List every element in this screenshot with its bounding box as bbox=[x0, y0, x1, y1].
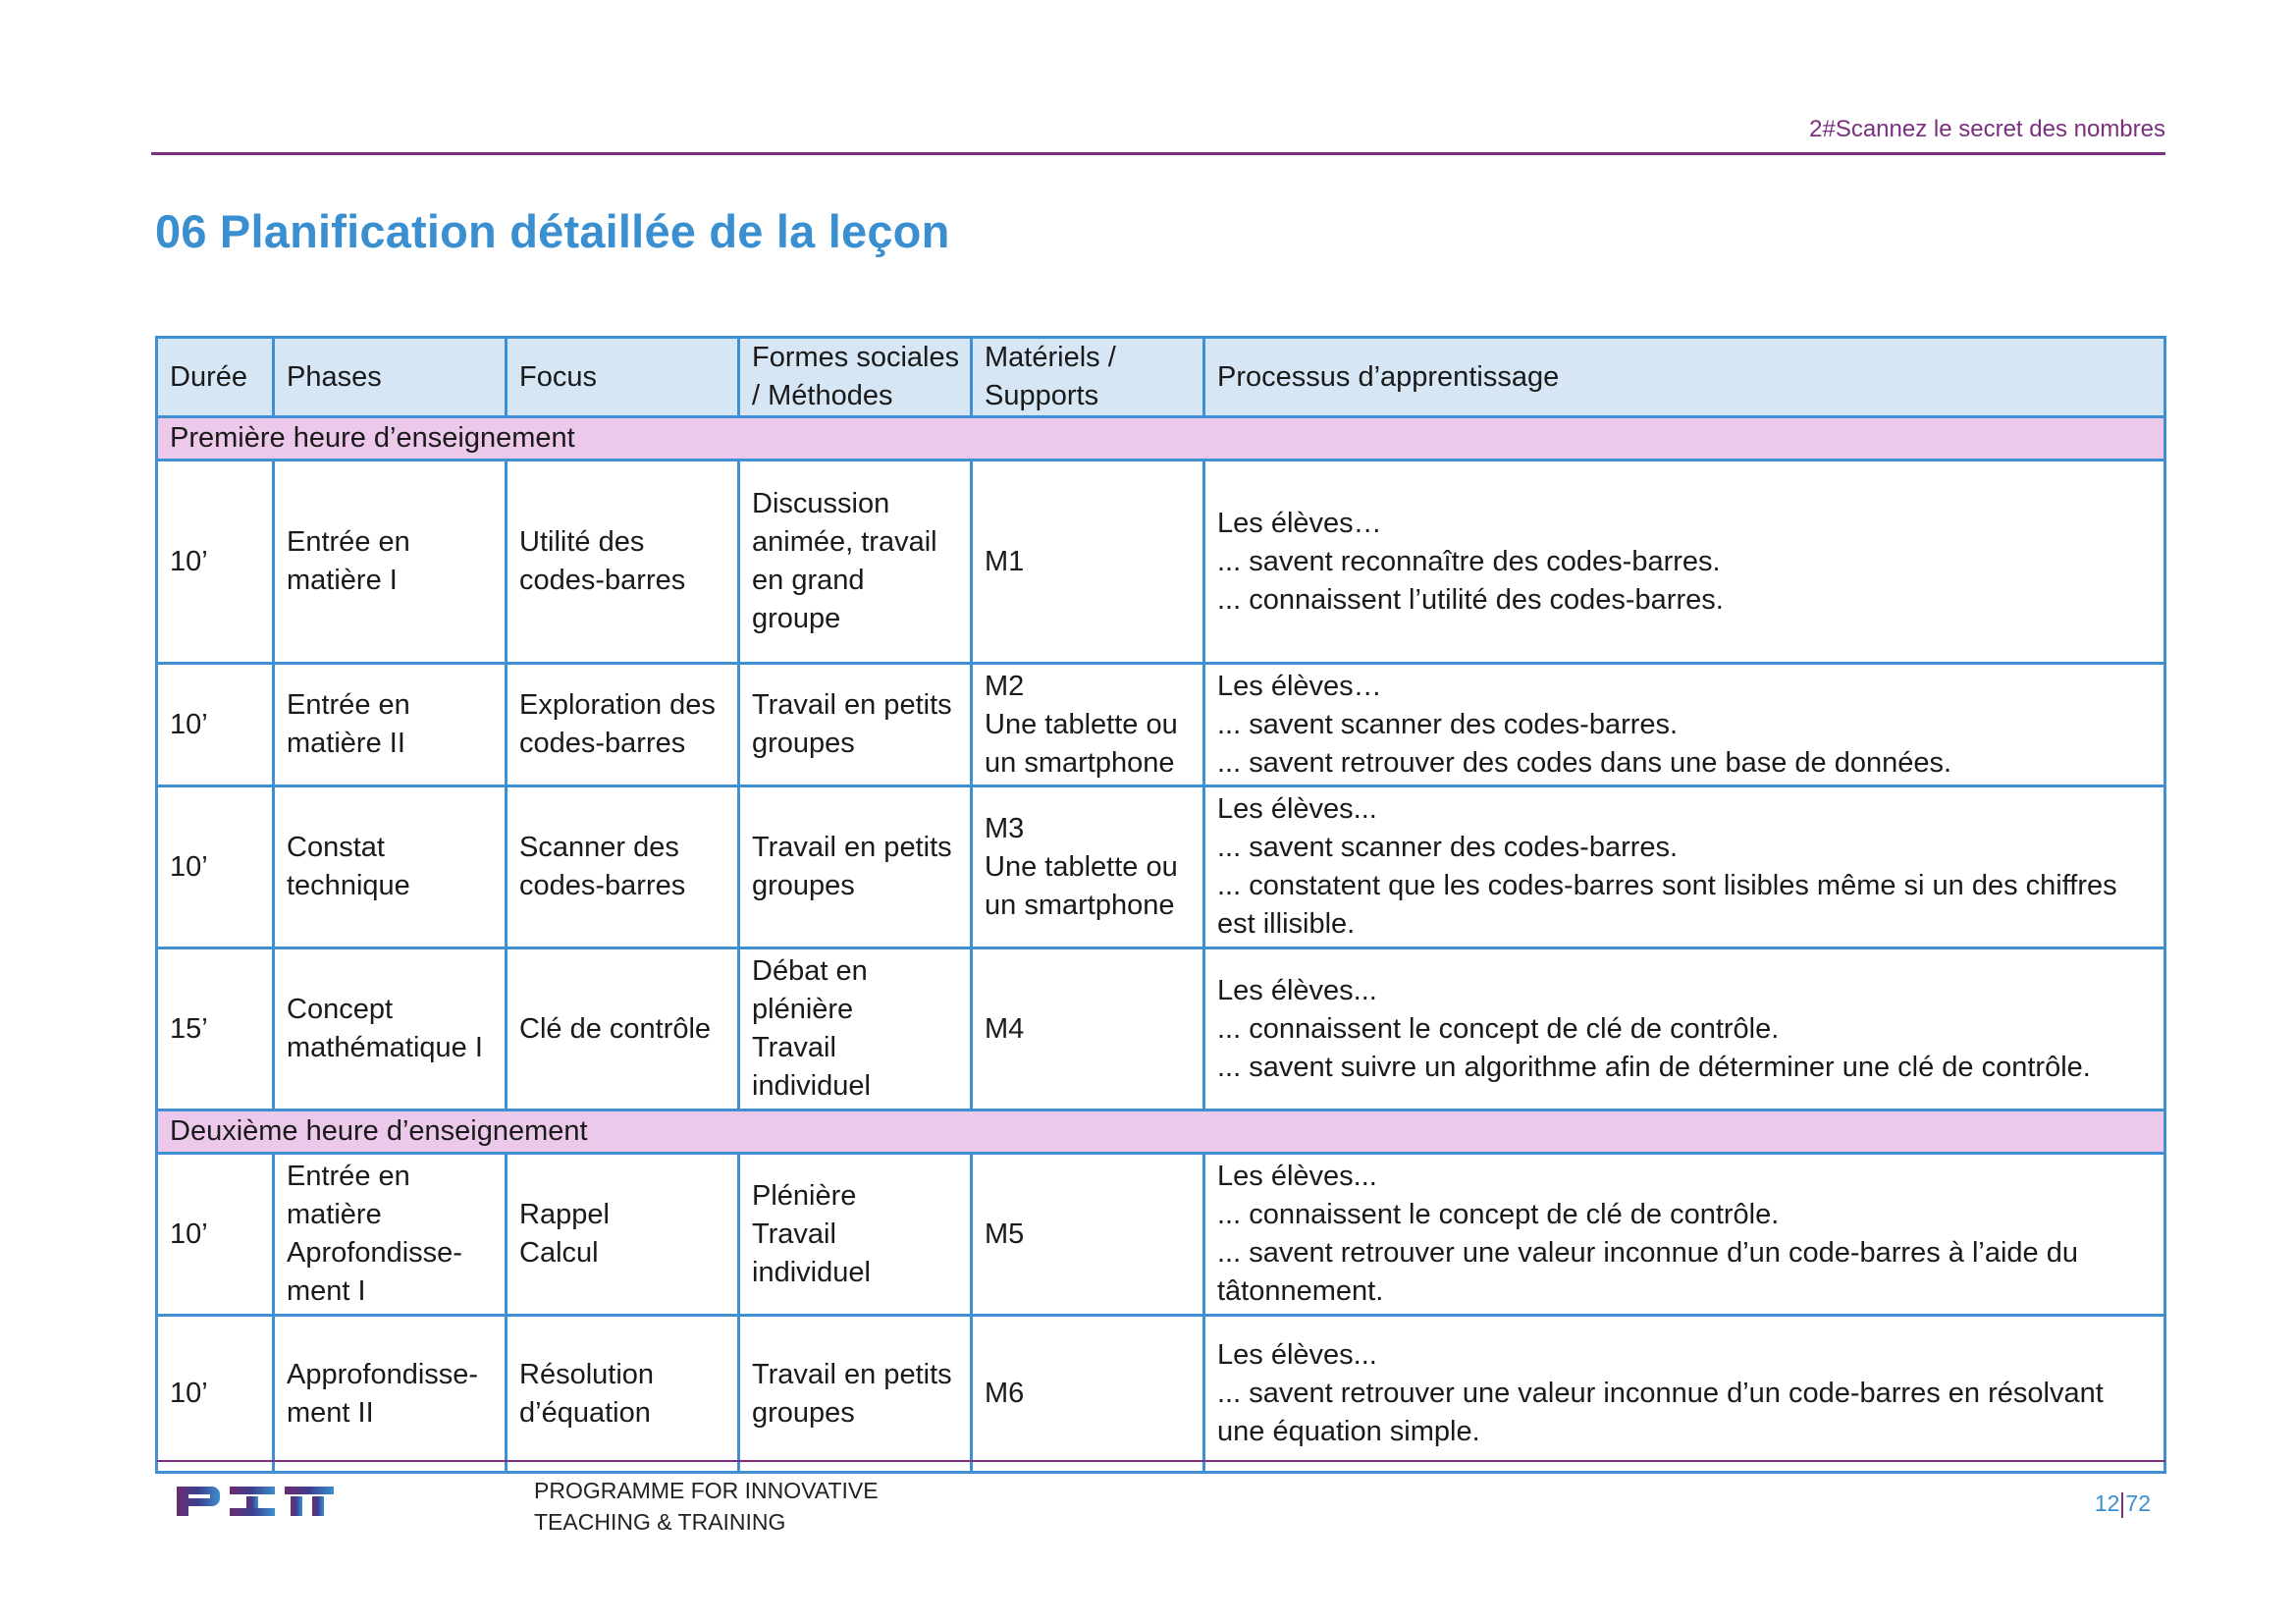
lesson-plan-table bbox=[155, 336, 2166, 1474]
table-row bbox=[157, 664, 2165, 786]
cell-line: matière II bbox=[287, 728, 405, 759]
cell-duree: 10’ bbox=[157, 1316, 274, 1473]
table-row bbox=[157, 786, 2165, 948]
cell-formes bbox=[739, 664, 972, 786]
cell-line: Entrée en bbox=[287, 526, 410, 558]
table-row bbox=[157, 1154, 2165, 1316]
cell-line: Approfondisse- bbox=[287, 1358, 479, 1390]
cell-line: Discussion bbox=[752, 488, 890, 519]
cell-line: ... connaissent le concept de clé de contrôle. bbox=[1217, 1012, 1780, 1045]
cell-line: animée, travail bbox=[752, 526, 937, 558]
section-title: Deuxième heure d’enseignement bbox=[157, 1110, 2165, 1154]
table-header-row bbox=[157, 338, 2165, 417]
page-current: 12 bbox=[2094, 1490, 2120, 1516]
cell-line: Les élèves... bbox=[1217, 974, 1377, 1006]
cell-duree: 10’ bbox=[157, 460, 274, 664]
cell-processus bbox=[1204, 1154, 2165, 1316]
cell-line: Travail bbox=[752, 1218, 836, 1250]
cell-line: mathématique I bbox=[287, 1032, 483, 1063]
cell-line: ... savent retrouver des codes dans une base de données. bbox=[1217, 746, 1952, 779]
cell-line: ... constatent que les codes-barres sont lisibles même si un des chiffres bbox=[1217, 870, 2117, 901]
cell-processus bbox=[1204, 948, 2165, 1110]
cell-line: ment I bbox=[287, 1275, 366, 1307]
table-row bbox=[157, 460, 2165, 664]
cell-line: Travail en petits bbox=[752, 832, 952, 863]
column-header-formes bbox=[739, 338, 972, 417]
cell-line: plénière bbox=[752, 994, 854, 1025]
section-header-row bbox=[157, 1110, 2165, 1154]
cell-formes bbox=[739, 786, 972, 948]
cell-line: ... connaissent l’utilité des codes-barres. bbox=[1217, 583, 1724, 616]
cell-phases bbox=[274, 664, 507, 786]
cell-line: ... savent scanner des codes-barres. bbox=[1217, 708, 1679, 740]
running-header-title: 2#Scannez le secret des nombres bbox=[1809, 116, 2165, 142]
cell-line: Entrée en bbox=[287, 1161, 410, 1192]
cell-line: Entrée en bbox=[287, 689, 410, 721]
header-line: / Méthodes bbox=[752, 380, 893, 411]
cell-line: codes-barres bbox=[519, 728, 686, 759]
cell-materiels bbox=[972, 664, 1204, 786]
cell-line: codes-barres bbox=[519, 870, 686, 901]
cell-line: tâtonnement. bbox=[1217, 1275, 1384, 1307]
program-line: PROGRAMME FOR INNOVATIVE bbox=[534, 1478, 879, 1503]
column-header-materiels bbox=[972, 338, 1204, 417]
cell-line: Une tablette ou bbox=[985, 850, 1178, 883]
cell-line: Plénière bbox=[752, 1179, 857, 1212]
cell-phases bbox=[274, 1154, 507, 1316]
cell-line: d’équation bbox=[519, 1396, 651, 1429]
cell-line: groupes bbox=[752, 1396, 855, 1429]
column-header-processus: Processus d’apprentissage bbox=[1204, 338, 2165, 417]
cell-phases bbox=[274, 460, 507, 664]
cell-line: Les élèves... bbox=[1217, 793, 1377, 825]
cell-line: Utilité des bbox=[519, 526, 645, 558]
cell-focus bbox=[507, 1154, 739, 1316]
cell-processus bbox=[1204, 460, 2165, 664]
cell-line: M3 bbox=[985, 812, 1025, 844]
page-number bbox=[2095, 1490, 2151, 1518]
cell-focus bbox=[507, 948, 739, 1110]
cell-line: ... savent reconnaître des codes-barres. bbox=[1217, 545, 1721, 577]
cell-line: Travail bbox=[752, 1032, 836, 1063]
cell-line: Une tablette ou bbox=[985, 708, 1178, 740]
cell-line: individuel bbox=[752, 1070, 871, 1102]
cell-formes bbox=[739, 460, 972, 664]
cell-line: M2 bbox=[985, 670, 1025, 702]
cell-focus bbox=[507, 460, 739, 664]
cell-line: un smartphone bbox=[985, 889, 1175, 921]
cell-processus bbox=[1204, 786, 2165, 948]
cell-line: ... connaissent le concept de clé de contrôle. bbox=[1217, 1199, 1780, 1230]
footer-divider bbox=[157, 1460, 2165, 1462]
cell-materiels bbox=[972, 1316, 1204, 1473]
column-header-focus: Focus bbox=[507, 338, 739, 417]
cell-line: M6 bbox=[985, 1378, 1025, 1409]
cell-materiels bbox=[972, 460, 1204, 664]
cell-line: M5 bbox=[985, 1218, 1025, 1250]
cell-line: ment II bbox=[287, 1396, 374, 1429]
header-line: Matériels / bbox=[985, 342, 1116, 373]
cell-line: un smartphone bbox=[985, 746, 1175, 779]
cell-duree: 15’ bbox=[157, 948, 274, 1110]
cell-phases bbox=[274, 786, 507, 948]
cell-line: codes-barres bbox=[519, 565, 686, 596]
cell-line: groupes bbox=[752, 728, 855, 759]
pit-logo bbox=[175, 1483, 337, 1525]
table-row bbox=[157, 1316, 2165, 1473]
cell-materiels bbox=[972, 1154, 1204, 1316]
cell-processus bbox=[1204, 1316, 2165, 1473]
cell-line: une équation simple. bbox=[1217, 1416, 1480, 1447]
cell-line: groupes bbox=[752, 870, 855, 901]
cell-line: ... savent retrouver une valeur inconnue d’un code-barres à l’aide du bbox=[1217, 1237, 2078, 1269]
cell-line: matière bbox=[287, 1199, 382, 1230]
column-header-duree: Durée bbox=[157, 338, 274, 417]
cell-line: Exploration des bbox=[519, 689, 716, 721]
cell-line: M4 bbox=[985, 1012, 1025, 1045]
cell-line: Les élèves... bbox=[1217, 1161, 1377, 1192]
program-name bbox=[534, 1475, 879, 1538]
cell-line: matière I bbox=[287, 565, 398, 596]
cell-line: Les élèves... bbox=[1217, 1339, 1377, 1371]
table-body bbox=[157, 417, 2165, 1473]
cell-line: individuel bbox=[752, 1256, 871, 1288]
cell-processus bbox=[1204, 664, 2165, 786]
cell-line: Aprofondisse- bbox=[287, 1237, 462, 1269]
cell-formes bbox=[739, 1154, 972, 1316]
header-line: Supports bbox=[985, 380, 1099, 411]
cell-line: ... savent retrouver une valeur inconnue d’un code-barres en résolvant bbox=[1217, 1378, 2104, 1409]
section-header-row bbox=[157, 417, 2165, 460]
cell-line: Constat bbox=[287, 832, 385, 863]
page-title: 06 Planification détaillée de la leçon bbox=[155, 205, 950, 257]
cell-materiels bbox=[972, 948, 1204, 1110]
cell-focus bbox=[507, 1316, 739, 1473]
cell-line: Les élèves… bbox=[1217, 670, 1382, 702]
cell-line: Débat en bbox=[752, 955, 868, 987]
cell-line: ... savent scanner des codes-barres. bbox=[1217, 832, 1679, 863]
cell-line: Résolution bbox=[519, 1358, 655, 1390]
cell-materiels bbox=[972, 786, 1204, 948]
page-separator bbox=[2121, 1492, 2123, 1518]
cell-line: Les élèves… bbox=[1217, 507, 1382, 539]
cell-line: Calcul bbox=[519, 1237, 599, 1269]
cell-line: en grand bbox=[752, 565, 865, 596]
page-total: 72 bbox=[2125, 1490, 2151, 1516]
cell-formes bbox=[739, 948, 972, 1110]
cell-duree: 10’ bbox=[157, 786, 274, 948]
cell-formes bbox=[739, 1316, 972, 1473]
cell-focus bbox=[507, 664, 739, 786]
cell-line: Rappel bbox=[519, 1199, 610, 1230]
cell-duree: 10’ bbox=[157, 1154, 274, 1316]
cell-line: groupe bbox=[752, 603, 841, 634]
column-header-phases: Phases bbox=[274, 338, 507, 417]
cell-line: Scanner des bbox=[519, 832, 679, 863]
cell-duree: 10’ bbox=[157, 664, 274, 786]
program-line: TEACHING & TRAINING bbox=[534, 1509, 786, 1535]
header-divider bbox=[151, 152, 2165, 155]
cell-line: Travail en petits bbox=[752, 689, 952, 721]
cell-phases bbox=[274, 1316, 507, 1473]
cell-line: M1 bbox=[985, 545, 1025, 577]
cell-phases bbox=[274, 948, 507, 1110]
cell-focus bbox=[507, 786, 739, 948]
cell-line: ... savent suivre un algorithme afin de déterminer une clé de contrôle. bbox=[1217, 1051, 2091, 1083]
cell-line: Travail en petits bbox=[752, 1358, 952, 1390]
cell-line: Clé de contrôle bbox=[519, 1012, 712, 1045]
cell-line: technique bbox=[287, 870, 410, 901]
header-line: Formes sociales bbox=[752, 342, 960, 373]
section-title: Première heure d’enseignement bbox=[157, 417, 2165, 460]
cell-line: est illisible. bbox=[1217, 908, 1356, 940]
table-row bbox=[157, 948, 2165, 1110]
cell-line: Concept bbox=[287, 994, 394, 1025]
